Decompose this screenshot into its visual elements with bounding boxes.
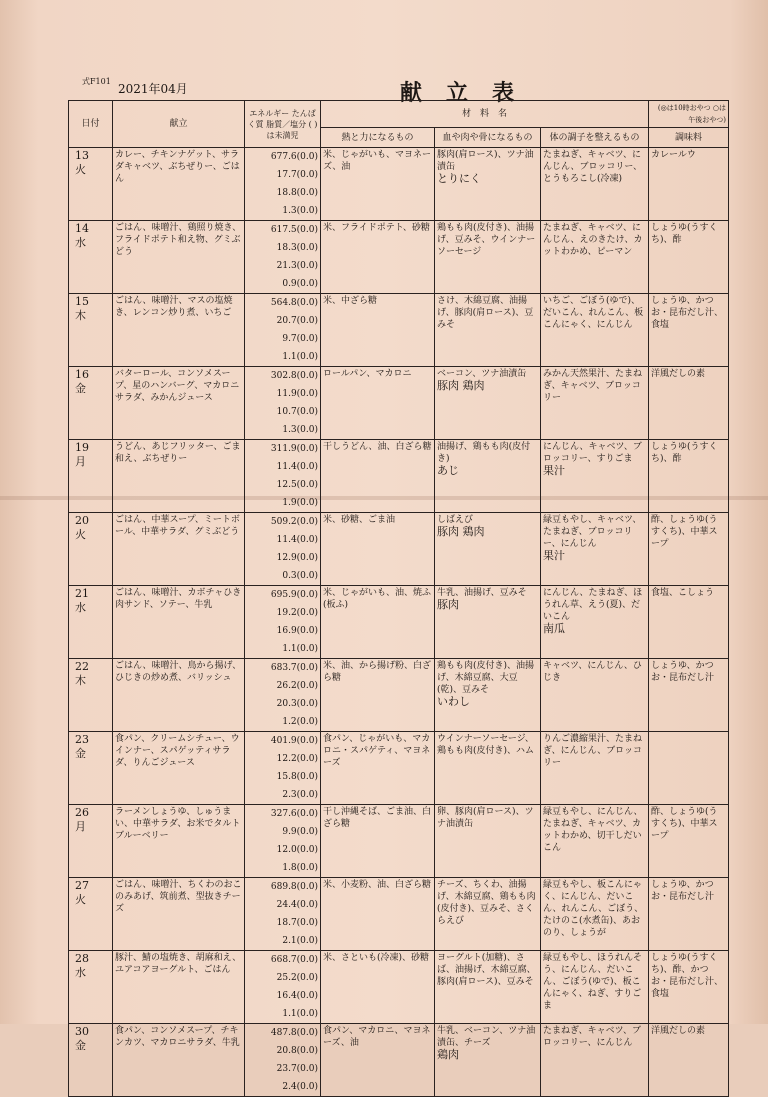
body-cell <box>541 659 649 732</box>
seasoning-text: 酢、しょうゆ(うすくち)、中華スープ <box>651 515 718 549</box>
nutrition-value: 509.2(0.0) <box>270 517 318 527</box>
weekday: 火 <box>75 528 86 541</box>
heat-ingredients: 米、中ざら糖 <box>323 296 378 306</box>
menu-text: カレー、チキンナゲット、サラダキャベツ、ぶちぜりー、ごはん <box>115 150 240 184</box>
blood-cell <box>435 513 541 586</box>
menu-cell <box>113 513 245 586</box>
heat-ingredients: 食パン、マカロニ、マヨネーズ、油 <box>323 1026 431 1048</box>
blood-cell <box>435 659 541 732</box>
nutrition-value: 26.2(0.0) <box>276 681 318 691</box>
menu-cell <box>113 1024 245 1097</box>
date-cell <box>69 440 113 513</box>
menu-cell <box>113 805 245 878</box>
nutrition-value: 677.6(0.0) <box>270 152 318 162</box>
day-number: 19 <box>75 441 89 454</box>
weekday: 火 <box>75 163 86 176</box>
nutrition-value: 1.1(0.0) <box>282 1009 318 1019</box>
nutrition-cell <box>245 367 321 440</box>
menu-text: ラーメンしょうゆ、しゅうまい、中華サラダ、お米でタルトブルーベリー <box>115 807 241 841</box>
body-cell <box>541 221 649 294</box>
nutrition-value: 17.7(0.0) <box>276 170 318 180</box>
body-cell <box>541 367 649 440</box>
nutrition-value: 20.7(0.0) <box>276 316 318 326</box>
seasoning-text: しょうゆ(うすくち)、酢、かつお・昆布だし汁、食塩 <box>651 953 724 999</box>
header-blood: 血や肉や骨になるもの <box>435 128 541 148</box>
heat-ingredients: 食パン、じゃがいも、マカロニ・スパゲティ、マヨネーズ <box>323 734 431 768</box>
nutrition-value: 9.9(0.0) <box>282 827 318 837</box>
table-row <box>69 586 729 659</box>
day-number: 16 <box>75 368 89 381</box>
nutrition-cell <box>245 951 321 1024</box>
seasoning-cell <box>649 148 729 221</box>
blood-cell <box>435 440 541 513</box>
date-cell <box>69 367 113 440</box>
menu-table <box>68 100 729 1097</box>
body-ingredients: キャベツ、にんじん、ひじき <box>543 661 642 683</box>
table-row <box>69 221 729 294</box>
nutrition-value: 12.9(0.0) <box>276 553 318 563</box>
heat-ingredients: 干し沖縄そば、ごま油、白ざら糖 <box>323 807 432 829</box>
nutrition-value: 617.5(0.0) <box>270 225 318 235</box>
day-number: 26 <box>75 806 89 819</box>
heat-cell <box>321 367 435 440</box>
blood-cell <box>435 951 541 1024</box>
heat-cell <box>321 1024 435 1097</box>
page-title: 献立表 <box>400 80 539 106</box>
day-number: 15 <box>75 295 89 308</box>
blood-cell <box>435 878 541 951</box>
nutrition-value: 2.4(0.0) <box>282 1082 318 1092</box>
seasoning-cell <box>649 440 729 513</box>
seasoning-cell <box>649 221 729 294</box>
nutrition-value: 564.8(0.0) <box>270 298 318 308</box>
menu-text: ごはん、味噌汁、鳥から揚げ、ひじきの炒め煮、バリッシュ <box>115 661 242 683</box>
menu-cell <box>113 878 245 951</box>
nutrition-value: 24.4(0.0) <box>276 900 318 910</box>
body-ingredients: にんじん、キャベツ、ブロッコリー、すりごま <box>543 442 642 464</box>
nutrition-value: 9.7(0.0) <box>282 334 318 344</box>
nutrition-value: 25.2(0.0) <box>276 973 318 983</box>
menu-text: うどん、あじフリッター、ごま和え、ぶちぜりー <box>115 442 241 464</box>
table-row <box>69 367 729 440</box>
nutrition-value: 16.4(0.0) <box>276 991 318 1001</box>
menu-cell <box>113 951 245 1024</box>
body-cell <box>541 805 649 878</box>
body-ingredients: 緑豆もやし、板こんにゃく、にんじん、だいこん、れんこん、ごぼう、たけのこ(水煮缶)、あおのり、しょうが <box>543 880 644 938</box>
day-number: 27 <box>75 879 89 892</box>
weekday: 水 <box>75 966 86 979</box>
menu-rows <box>69 148 729 1097</box>
blood-cell <box>435 148 541 221</box>
heat-cell <box>321 221 435 294</box>
nutrition-value: 19.2(0.0) <box>276 608 318 618</box>
body-ingredients: 緑豆もやし、ほうれんそう、にんじん、だいこん、ごぼう(ゆで)、板こんにゃく、ねぎ、すりごま <box>543 953 643 1011</box>
blood-cell <box>435 1024 541 1097</box>
nutrition-value: 16.9(0.0) <box>276 626 318 636</box>
date-cell <box>69 294 113 367</box>
seasoning-cell <box>649 951 729 1024</box>
seasoning-cell <box>649 659 729 732</box>
nutrition-value: 21.3(0.0) <box>276 261 318 271</box>
menu-cell <box>113 659 245 732</box>
nutrition-value: 1.1(0.0) <box>282 352 318 362</box>
blood-cell <box>435 586 541 659</box>
table-row <box>69 513 729 586</box>
blood-ingredients: しばえび <box>437 515 474 525</box>
header-legend: (◎は10時おやつ ○は午後おやつ) <box>649 101 729 128</box>
nutrition-value: 20.3(0.0) <box>276 699 318 709</box>
body-ingredients: にんじん、たまねぎ、ほうれん草、えう(夏)、だいこん <box>543 588 643 622</box>
menu-text: 食パン、クリームシチュー、ウインナー、スパゲッティサラダ、りんごジュース <box>115 734 240 768</box>
nutrition-value: 683.7(0.0) <box>270 663 318 673</box>
body-ingredients: たまねぎ、キャベツ、にんじん、ブロッコリー、とうもろこし(冷凍) <box>543 150 643 184</box>
blood-handwritten: 豚肉 <box>437 598 459 611</box>
menu-cell <box>113 367 245 440</box>
table-row <box>69 659 729 732</box>
header-body: 体の調子を整えるもの <box>541 128 649 148</box>
table-row <box>69 1024 729 1097</box>
date-cell <box>69 805 113 878</box>
heat-ingredients: 干しうどん、油、白ざら糖 <box>323 442 432 452</box>
nutrition-value: 689.8(0.0) <box>270 882 318 892</box>
body-ingredients: 緑豆もやし、キャベツ、たまねぎ、ブロッコリー、にんじん <box>543 515 642 549</box>
body-cell <box>541 951 649 1024</box>
heat-ingredients: 米、さといも(冷凍)、砂糖 <box>323 953 430 963</box>
header-ingredients: 材 料 名 <box>321 101 649 128</box>
body-cell <box>541 586 649 659</box>
seasoning-cell <box>649 294 729 367</box>
body-ingredients: いちご、ごぼう(ゆで)、だいこん、れんこん、板こんにゃく、にんじん <box>543 296 644 330</box>
heat-cell <box>321 586 435 659</box>
header-nutrition: エネルギー たんぱく質 脂質／塩分 ( )は未満児 <box>245 101 321 148</box>
date-cell <box>69 951 113 1024</box>
heat-ingredients: 米、油、から揚げ粉、白ざら糖 <box>323 661 432 683</box>
blood-handwritten: あじ <box>437 464 459 477</box>
nutrition-value: 12.5(0.0) <box>276 480 318 490</box>
nutrition-value: 1.1(0.0) <box>282 644 318 654</box>
seasoning-cell <box>649 878 729 951</box>
blood-handwritten: 豚肉 鶏肉 <box>437 525 485 538</box>
blood-ingredients: 油揚げ、鶏もも肉(皮付き) <box>437 442 531 464</box>
nutrition-value: 311.9(0.0) <box>270 444 318 454</box>
month-label: 2021年04月 <box>118 82 188 96</box>
nutrition-value: 487.8(0.0) <box>270 1028 318 1038</box>
weekday: 木 <box>75 309 86 322</box>
blood-ingredients: 豚肉(肩ロース)、ツナ油漬缶 <box>437 150 534 172</box>
seasoning-text: 食塩、こしょう <box>651 588 715 598</box>
nutrition-cell <box>245 294 321 367</box>
nutrition-cell <box>245 878 321 951</box>
nutrition-value: 2.1(0.0) <box>282 936 318 946</box>
day-number: 21 <box>75 587 89 600</box>
nutrition-value: 302.8(0.0) <box>270 371 318 381</box>
nutrition-value: 20.8(0.0) <box>276 1046 318 1056</box>
weekday: 木 <box>75 674 86 687</box>
heat-ingredients: 米、フライドポテト、砂糖 <box>323 223 430 233</box>
day-number: 13 <box>75 149 89 162</box>
nutrition-value: 1.2(0.0) <box>282 717 318 727</box>
blood-ingredients: 牛乳、油揚げ、豆みそ <box>437 588 527 598</box>
blood-ingredients: チーズ、ちくわ、油揚げ、木綿豆腐、鶏もも肉(皮付き)、豆みそ、さくらえび <box>437 880 536 926</box>
blood-ingredients: ベーコン、ツナ油漬缶 <box>437 369 527 379</box>
nutrition-cell <box>245 1024 321 1097</box>
seasoning-text: しょうゆ、かつお・昆布だし汁、食塩 <box>651 296 724 330</box>
table-row <box>69 951 729 1024</box>
nutrition-cell <box>245 659 321 732</box>
nutrition-value: 18.8(0.0) <box>276 188 318 198</box>
blood-handwritten: 豚肉 鶏肉 <box>437 379 485 392</box>
seasoning-cell <box>649 367 729 440</box>
heat-cell <box>321 732 435 805</box>
date-cell <box>69 586 113 659</box>
menu-text: 豚汁、鯖の塩焼き、胡麻和え、ユアコアヨーグルト、ごはん <box>115 953 242 975</box>
nutrition-cell <box>245 513 321 586</box>
nutrition-value: 18.7(0.0) <box>276 918 318 928</box>
day-number: 22 <box>75 660 89 673</box>
weekday: 火 <box>75 893 86 906</box>
nutrition-value: 10.7(0.0) <box>276 407 318 417</box>
header-heat: 熱と力になるもの <box>321 128 435 148</box>
weekday: 水 <box>75 236 86 249</box>
body-ingredients: みかん天然果汁、たまねぎ、キャベツ、ブロッコリー <box>543 369 643 403</box>
nutrition-value: 0.3(0.0) <box>282 571 318 581</box>
weekday: 金 <box>75 382 86 395</box>
weekday: 月 <box>75 455 86 468</box>
table-row <box>69 732 729 805</box>
nutrition-value: 18.3(0.0) <box>276 243 318 253</box>
body-ingredients: たまねぎ、キャベツ、にんじん、えのきたけ、カットわかめ、ピーマン <box>543 223 643 257</box>
seasoning-text: 洋風だしの素 <box>651 369 706 379</box>
menu-text: 食パン、コンソメスープ、チキンカツ、マカロニサラダ、牛乳 <box>115 1026 240 1048</box>
seasoning-cell <box>649 586 729 659</box>
menu-text: ごはん、味噌汁、カボチャひき肉サンド、ソテー、牛乳 <box>115 588 242 610</box>
body-cell <box>541 294 649 367</box>
blood-ingredients: 鶏もも肉(皮付き)、油揚げ、豆みそ、ウインナーソーセージ <box>437 223 536 257</box>
blood-cell <box>435 367 541 440</box>
menu-text: ごはん、味噌汁、マスの塩焼き、レンコン炒り煮、いちご <box>115 296 233 318</box>
seasoning-text: しょうゆ、かつお・昆布だし汁 <box>651 661 715 683</box>
body-cell <box>541 878 649 951</box>
heat-cell <box>321 294 435 367</box>
day-number: 30 <box>75 1025 89 1038</box>
nutrition-value: 401.9(0.0) <box>270 736 318 746</box>
nutrition-value: 15.8(0.0) <box>276 772 318 782</box>
blood-handwritten: いわし <box>437 695 470 708</box>
nutrition-cell <box>245 148 321 221</box>
menu-cell <box>113 586 245 659</box>
nutrition-value: 11.4(0.0) <box>276 462 318 472</box>
nutrition-cell <box>245 221 321 294</box>
menu-text: ごはん、中華スープ、ミートボール、中華サラダ、グミぶどう <box>115 515 240 537</box>
heat-ingredients: 米、小麦粉、油、白ざら糖 <box>323 880 432 890</box>
menu-cell <box>113 440 245 513</box>
table-row <box>69 805 729 878</box>
menu-cell <box>113 294 245 367</box>
blood-cell <box>435 221 541 294</box>
date-cell <box>69 148 113 221</box>
blood-ingredients: 鶏もも肉(皮付き)、油揚げ、木綿豆腐、大豆(乾)、豆みそ <box>437 661 535 695</box>
seasoning-cell <box>649 732 729 805</box>
blood-ingredients: ヨーグルト(加糖)、さば、油揚げ、木綿豆腐、豚肉(肩ロース)、豆みそ <box>437 953 536 987</box>
nutrition-cell <box>245 586 321 659</box>
nutrition-value: 23.7(0.0) <box>276 1064 318 1074</box>
table-row <box>69 440 729 513</box>
seasoning-text: カレールウ <box>651 150 696 160</box>
nutrition-value: 2.3(0.0) <box>282 790 318 800</box>
body-cell <box>541 148 649 221</box>
menu-cell <box>113 221 245 294</box>
seasoning-text: しょうゆ、かつお・昆布だし汁 <box>651 880 715 902</box>
nutrition-cell <box>245 805 321 878</box>
day-number: 14 <box>75 222 89 235</box>
body-handwritten: 果汁 <box>543 464 565 477</box>
table-row <box>69 294 729 367</box>
heat-ingredients: 米、砂糖、ごま油 <box>323 515 396 525</box>
seasoning-cell <box>649 1024 729 1097</box>
form-number: 式F101 <box>82 77 111 86</box>
seasoning-text: 酢、しょうゆ(うすくち)、中華スープ <box>651 807 718 841</box>
heat-cell <box>321 659 435 732</box>
header-menu: 献立 <box>113 101 245 148</box>
seasoning-cell <box>649 805 729 878</box>
menu-cell <box>113 148 245 221</box>
weekday: 金 <box>75 747 86 760</box>
nutrition-value: 1.8(0.0) <box>282 863 318 873</box>
blood-ingredients: ウインナーソーセージ、鶏もも肉(皮付き)、ハム <box>437 734 535 756</box>
nutrition-value: 11.4(0.0) <box>276 535 318 545</box>
seasoning-text: しょうゆ(うすくち)、酢 <box>651 223 718 245</box>
weekday: 月 <box>75 820 86 833</box>
date-cell <box>69 1024 113 1097</box>
weekday: 水 <box>75 601 86 614</box>
menu-cell <box>113 732 245 805</box>
heat-cell <box>321 878 435 951</box>
blood-cell <box>435 805 541 878</box>
nutrition-value: 327.6(0.0) <box>270 809 318 819</box>
nutrition-value: 12.0(0.0) <box>276 845 318 855</box>
date-cell <box>69 878 113 951</box>
heat-cell <box>321 148 435 221</box>
weekday: 金 <box>75 1039 86 1052</box>
seasoning-text: 洋風だしの素 <box>651 1026 706 1036</box>
header-date: 日付 <box>69 101 113 148</box>
blood-ingredients: 卵、豚肉(肩ロース)、ツナ油漬缶 <box>437 807 534 829</box>
heat-ingredients: 米、じゃがいも、油、焼ふ(板ふ) <box>323 588 432 610</box>
nutrition-value: 668.7(0.0) <box>270 955 318 965</box>
nutrition-value: 1.9(0.0) <box>282 498 318 508</box>
date-cell <box>69 221 113 294</box>
nutrition-value: 0.9(0.0) <box>282 279 318 289</box>
blood-cell <box>435 294 541 367</box>
header-seasoning: 調味料 <box>649 128 729 148</box>
date-cell <box>69 513 113 586</box>
blood-ingredients: 牛乳、ベーコン、ツナ油漬缶、チーズ <box>437 1026 536 1048</box>
nutrition-value: 12.2(0.0) <box>276 754 318 764</box>
day-number: 20 <box>75 514 89 527</box>
body-cell <box>541 440 649 513</box>
heat-cell <box>321 440 435 513</box>
nutrition-value: 695.9(0.0) <box>270 590 318 600</box>
body-handwritten: 果汁 <box>543 549 565 562</box>
body-ingredients: たまねぎ、キャベツ、ブロッコリー、にんじん <box>543 1026 642 1048</box>
body-ingredients: りんご濃縮果汁、たまねぎ、にんじん、ブロッコリー <box>543 734 643 768</box>
nutrition-value: 11.9(0.0) <box>276 389 318 399</box>
date-cell <box>69 732 113 805</box>
heat-cell <box>321 513 435 586</box>
seasoning-cell <box>649 513 729 586</box>
blood-handwritten: 鶏肉 <box>437 1048 459 1061</box>
blood-ingredients: さけ、木綿豆腐、油揚げ、豚肉(肩ロース)、豆みそ <box>437 296 534 330</box>
nutrition-value: 1.3(0.0) <box>282 206 318 216</box>
nutrition-value: 1.3(0.0) <box>282 425 318 435</box>
heat-ingredients: 米、じゃがいも、マヨネーズ、油 <box>323 150 432 172</box>
day-number: 28 <box>75 952 89 965</box>
table-row <box>69 878 729 951</box>
heat-cell <box>321 805 435 878</box>
heat-ingredients: ロールパン、マカロニ <box>323 369 412 379</box>
menu-text: ごはん、味噌汁、ちくわのおこのみあげ、筑前煮、型抜きチーズ <box>115 880 242 914</box>
body-handwritten: 南瓜 <box>543 622 565 635</box>
menu-text: バターロール、コンソメスープ、星のハンバーグ、マカロニサラダ、みかんジュース <box>115 369 240 403</box>
heat-cell <box>321 951 435 1024</box>
blood-cell <box>435 732 541 805</box>
body-ingredients: 緑豆もやし、にんじん、たまねぎ、キャベツ、カットわかめ、切干しだいこん <box>543 807 643 853</box>
body-cell <box>541 1024 649 1097</box>
table-row <box>69 148 729 221</box>
menu-text: ごはん、味噌汁、鶏照り焼き、フライドポテト和え物、グミぶどう <box>115 223 242 257</box>
blood-handwritten: とりにく <box>437 172 481 185</box>
body-cell <box>541 732 649 805</box>
nutrition-cell <box>245 440 321 513</box>
day-number: 23 <box>75 733 89 746</box>
body-cell <box>541 513 649 586</box>
nutrition-cell <box>245 732 321 805</box>
date-cell <box>69 659 113 732</box>
seasoning-text: しょうゆ(うすくち)、酢 <box>651 442 718 464</box>
